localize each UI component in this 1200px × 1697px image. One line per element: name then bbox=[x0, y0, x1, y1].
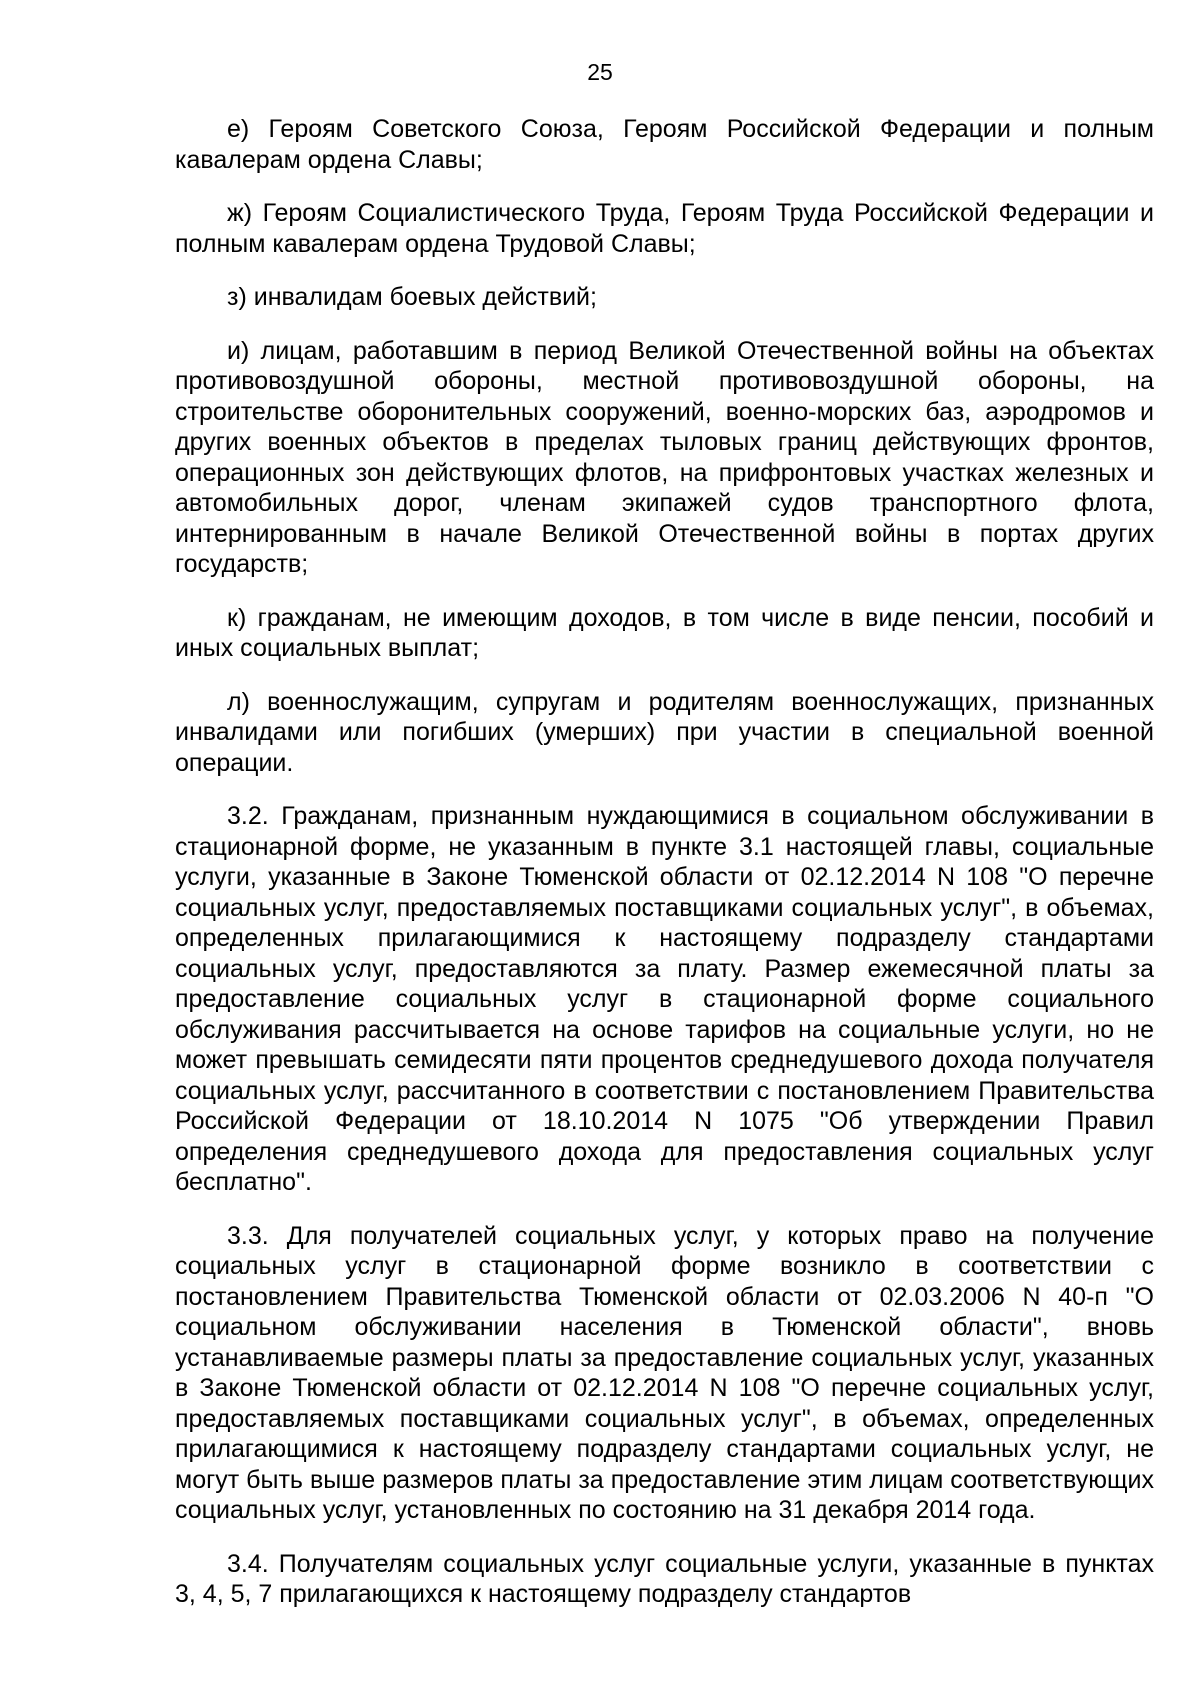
paragraph-z: з) инвалидам боевых действий; bbox=[227, 283, 597, 311]
paragraph-e: е) Героям Советского Союза, Героям Российской Федерации и полным кавалерам ордена Славы; bbox=[175, 115, 1154, 174]
page-number: 25 bbox=[587, 59, 613, 85]
paragraph-3-4: 3.4. Получателям социальных услуг социальные услуги, указанные в пунктах 3, 4, 5, 7 прилагающихся к настоящему подразделу стандартов bbox=[175, 1549, 1154, 1608]
paragraph-k: к) гражданам, не имеющим доходов, в том числе в виде пенсии, пособий и иных социальных выплат; bbox=[175, 603, 1154, 662]
paragraph-3-3: 3.3. Для получателей социальных услуг, у которых право на получение социальных услуг в стационарной форме возникло в соответствии с постановлением Правительства Тюменской области от 02.03.2006 N 40-п "О социальном обслуживании населения в Тюменской области", вновь устанавливаемые размеры платы за предоставление социальных услуг, указанных в Законе Тюменской области от 02.12.2014 N 108 "О перечне социальных услуг, предоставляемых поставщиками социальных услуг", в объемах, определенных прилагающимися к настоящему подразделу стандартами социальных услуг, не могут быть выше размеров платы за предоставление этим лицам соответствующих социальных услуг, установленных по состоянию на 31 декабря 2014 года. bbox=[175, 1221, 1154, 1524]
document-body bbox=[175, 114, 1154, 1633]
paragraph-zh: ж) Героям Социалистического Труда, Героям Труда Российской Федерации и полным кавалерам ордена Трудовой Славы; bbox=[175, 199, 1154, 258]
paragraph-i: и) лицам, работавшим в период Великой Отечественной войны на объектах противовоздушной обороны, местной противовоздушной обороны, на строительстве оборонительных сооружений, военно-морских баз, аэродромов и других военных объектов в пределах тыловых границ действующих фронтов, операционных зон действующих флотов, на прифронтовых участках железных и автомобильных дорог, членам экипажей судов транспортного флота, интернированным в начале Великой Отечественной войны в портах других государств; bbox=[175, 336, 1154, 578]
paragraph-l: л) военнослужащим, супругам и родителям военнослужащих, признанных инвалидами или погибших (умерших) при участии в специальной военной операции. bbox=[175, 687, 1154, 777]
paragraph-3-2: 3.2. Гражданам, признанным нуждающимися в социальном обслуживании в стационарной форме, не указанным в пункте 3.1 настоящей главы, социальные услуги, указанные в Законе Тюменской области от 02.12.2014 N 108 "О перечне социальных услуг, предоставляемых поставщиками социальных услуг", в объемах, определенных прилагающимися к настоящему подразделу стандартами социальных услуг, предоставляются за плату. Размер ежемесячной платы за предоставление социальных услуг в стационарной форме социального обслуживания рассчитывается на основе тарифов на социальные услуги, но не может превышать семидесяти пяти процентов среднедушевого дохода получателя социальных услуг, рассчитанного в соответствии с постановлением Правительства Российской Федерации от 18.10.2014 N 1075 "Об утверждении Правил определения среднедушевого дохода для предоставления социальных услуг бесплатно". bbox=[175, 802, 1154, 1196]
